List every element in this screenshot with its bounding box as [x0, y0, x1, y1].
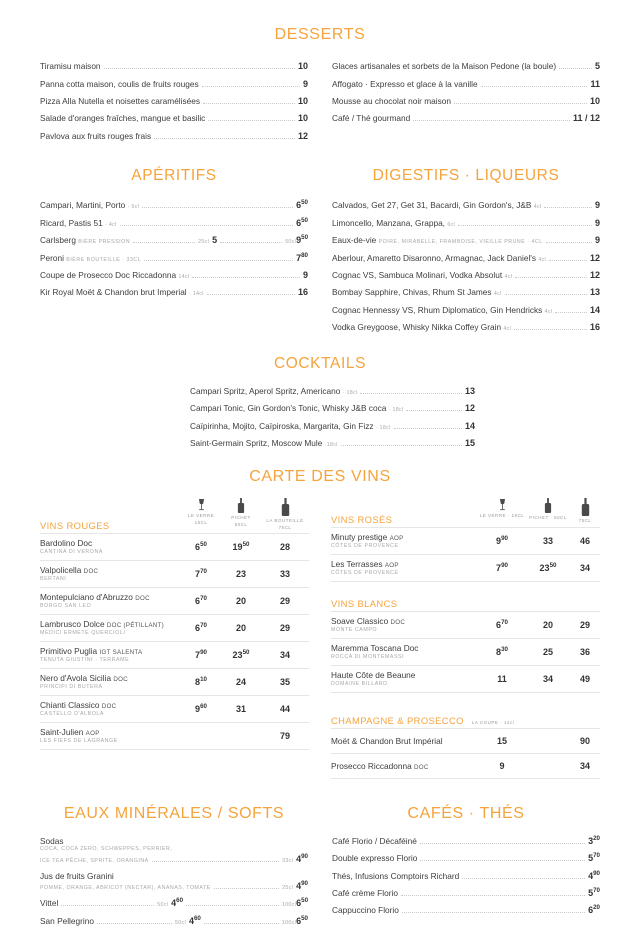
- item-price: 13: [464, 385, 475, 396]
- menu-item-row: [332, 302, 600, 319]
- item-price: 16: [589, 322, 600, 333]
- wine-price-glass: $9^{90}$: [496, 534, 508, 546]
- section-title-eaux: EAUX MINÉRALES / SOFTS: [63, 804, 285, 822]
- item-volume-first: 50cl: [175, 919, 186, 926]
- item-name: Campari, Martini, Porto: [40, 200, 126, 211]
- item-price: 12: [464, 403, 475, 414]
- cafes-list: [332, 833, 600, 920]
- wines-left-column: [40, 498, 309, 778]
- item-name: Pizza Alla Nutella et noisettes caramélisées: [40, 95, 201, 106]
- aperitifs-section: [40, 167, 308, 337]
- item-name: Caïpirinha, Mojito, Caïpiroska, Margarita, Gin Fizz: [190, 420, 374, 431]
- wine-header-roses: [331, 498, 600, 524]
- item-price: 9: [302, 78, 308, 89]
- item-price: $9^{50}$: [296, 234, 309, 246]
- wine-column-caption: LE VERRE 16CL: [187, 513, 215, 525]
- wine-price-bottle: 36: [579, 646, 590, 657]
- wine-header-champagne: [331, 715, 600, 726]
- menu-item-row: [332, 110, 600, 127]
- wine-price-glass: $8^{30}$: [496, 645, 508, 657]
- item-volume: 4cl: [544, 308, 553, 315]
- menu-item-row: [332, 267, 600, 284]
- wine-price-glass: $6^{50}$: [195, 540, 207, 552]
- menu-item-row: [40, 58, 308, 75]
- wine-name: Chianti Classico: [40, 700, 100, 711]
- item-price: 13: [589, 287, 600, 298]
- wine-row: [331, 554, 600, 581]
- menu-item-row: [332, 902, 600, 919]
- eaux-section: [40, 805, 308, 930]
- item-volume: 14cl: [178, 274, 190, 281]
- menu-item-row: [332, 885, 600, 902]
- digestifs-section: [332, 167, 600, 337]
- item-price: 10: [297, 113, 308, 124]
- wine-row: [40, 641, 309, 668]
- wine-domain: MONTE CAMPO: [331, 627, 378, 634]
- item-price: 12: [297, 130, 308, 141]
- wine-price-glass: $6^{70}$: [195, 594, 207, 606]
- wine-appellation: DOC: [83, 568, 99, 576]
- item-volume: 4cl: [538, 256, 547, 263]
- eaux-cafes-band: [40, 805, 600, 930]
- wine-column-caption: LA BOUTEILLE 75CL: [266, 518, 304, 530]
- desserts-band: [40, 58, 600, 145]
- digestifs-list: [332, 197, 600, 337]
- item-price: $3^{20}$: [588, 834, 600, 846]
- wine-name: Soave Classico: [331, 616, 389, 627]
- wine-price-bottle: 35: [279, 676, 290, 687]
- wine-price-bottle: 29: [579, 619, 590, 630]
- wine-domain: MEDICI ERMETE QUERCIOLI: [40, 630, 126, 637]
- wine-price-glass: $7^{90}$: [195, 648, 207, 660]
- section-title-desserts: DESSERTS: [274, 26, 366, 43]
- pitcher-icon: [544, 498, 552, 513]
- item-volume: 4cl: [493, 291, 502, 298]
- item-name: Café / Thé gourmand: [332, 113, 411, 124]
- menu-item-block: [40, 868, 308, 895]
- wine-column-header: [526, 498, 570, 524]
- menu-item-row: [332, 250, 600, 267]
- wine-column-caption: PICHET 50CL: [231, 515, 251, 527]
- menu-item-row: [332, 93, 600, 110]
- menu-item-row: [40, 267, 308, 284]
- wine-appellation: AOP: [85, 730, 100, 738]
- item-price: $4^{90}$: [296, 852, 308, 864]
- wine-name: Les Terrasses: [331, 559, 383, 570]
- menu-item-row: [40, 284, 308, 301]
- aperitifs-digestifs-band: [40, 167, 600, 337]
- item-name: Vodka Greygoose, Whisky Nikka Coffey Grain: [332, 322, 502, 333]
- item-name: Limoncello, Manzana, Grappa,: [332, 217, 445, 228]
- wine-row: [40, 668, 309, 695]
- item-name: Vittel: [40, 898, 59, 909]
- item-volume: · 4cl: [105, 221, 117, 228]
- wines-band: [40, 498, 600, 778]
- item-volume: · 18cl: [375, 424, 391, 431]
- item-name: Eaux-de-vie: [332, 235, 377, 246]
- item-name: Double expresso Florio: [332, 853, 418, 864]
- item-name: San Pellegrino: [40, 915, 94, 926]
- eaux-list: [40, 833, 308, 930]
- wine-domain: CÔTES DE PROVENCE: [331, 570, 399, 577]
- wine-price-pitcher: 23: [235, 568, 246, 579]
- wine-row: [331, 638, 600, 665]
- section-title-digestifs: DIGESTIFS · LIQUEURS: [372, 167, 560, 185]
- menu-item-row: [40, 128, 308, 145]
- item-volume: · 6cl: [127, 204, 140, 211]
- wine-price-glass: $7^{90}$: [496, 561, 508, 573]
- item-volume: ·18cl: [324, 442, 338, 449]
- wine-appellation: DOC (PÉTILLANT): [106, 622, 164, 630]
- wine-column-headers-left: [181, 498, 309, 530]
- item-name: Jus de fruits Granini: [40, 870, 114, 881]
- item-description: POMME, ORANGE, ABRICOT (NECTAR), ANANAS, TOMATE: [40, 884, 211, 891]
- wine-row: [331, 527, 600, 554]
- cafes-section: [332, 805, 600, 930]
- wine-name: Saint-Julien: [40, 727, 84, 738]
- item-name: Salade d'oranges fraîches, mangue et basilic: [40, 113, 206, 124]
- wine-price-pitcher: 34: [542, 673, 553, 684]
- wine-price-glass: $7^{70}$: [195, 567, 207, 579]
- item-volume-second: 50cl: [285, 239, 297, 246]
- item-volume: 25cl: [282, 884, 294, 891]
- menu-item-block: [40, 833, 308, 868]
- item-price: 11 / 12: [572, 113, 600, 124]
- item-description: POIRE, MIRABELLE, FRAMBOISE, VIEILLE PRUNE · 4CL: [378, 239, 543, 246]
- item-name: Cognac VS, Sambuca Molinari, Vodka Absolut: [332, 270, 503, 281]
- wine-name: Lambrusco Dolce: [40, 619, 105, 630]
- section-title-wines: CARTE DES VINS: [249, 468, 391, 486]
- item-description-cont: ICE TEA PÊCHE, SPRITE, ORANGINA: [40, 857, 149, 864]
- wine-price-bottle: 34: [579, 562, 590, 573]
- item-price: $6^{50}$: [296, 216, 308, 228]
- champagne-unit-label: LA COUPE · 14cl: [471, 719, 515, 725]
- wine-name: Moët & Chandon Brut Impérial: [331, 735, 443, 746]
- wine-rows-rouges: [40, 533, 309, 749]
- wine-row: [331, 728, 600, 753]
- wine-name: Haute Côte de Beaune: [331, 670, 416, 681]
- item-name: Glaces artisanales et sorbets de la Maison Pedone (la boule): [332, 61, 557, 72]
- wine-domain: DOMAINE BILLARD: [331, 681, 388, 688]
- item-name: Coupe de Prosecco Doc Riccadonna: [40, 270, 177, 281]
- item-name: Sodas: [40, 835, 64, 846]
- menu-item-row: [190, 435, 475, 452]
- wine-price-glass: 15: [496, 735, 507, 746]
- wine-rows-roses: [331, 527, 600, 581]
- wine-column-caption: LE VERRE · 16CL: [479, 513, 525, 519]
- menu-item-row: [332, 284, 600, 301]
- item-price-first: $4^{60}$: [171, 897, 184, 909]
- wine-name: Prosecco Riccadonna: [331, 760, 412, 771]
- menu-item-row: [40, 93, 308, 110]
- item-name: Saint-Germain Spritz, Moscow Mule: [190, 438, 323, 449]
- item-name: Bombay Sapphire, Chivas, Rhum St James: [332, 287, 492, 298]
- wine-category-roses: VINS ROSÉS: [331, 513, 393, 525]
- item-volume: 6cl: [447, 221, 455, 228]
- wine-domain: LES FIEFS DE LAGRANGE: [40, 738, 118, 745]
- wine-column-header: [221, 498, 261, 530]
- wine-column-header: [478, 498, 526, 524]
- wine-appellation: DOC: [113, 676, 129, 684]
- item-volume: 4cl: [504, 274, 513, 281]
- wine-domain: CASTELLO D'ALBOLA: [40, 711, 104, 718]
- wine-name: Montepulciano d'Abruzzo: [40, 592, 133, 603]
- wine-domain: PRINCIPI DI BUTERA: [40, 684, 103, 691]
- wine-column-caption: 75CL: [578, 518, 592, 524]
- item-description: BIÈRE PRESSION: [78, 239, 131, 246]
- wine-domain: ROCCA DI MONTEMASSI: [331, 654, 405, 661]
- wine-price-pitcher: $23^{50}$: [232, 648, 250, 660]
- bottle-icon: [281, 498, 290, 516]
- item-price: $5^{70}$: [588, 887, 600, 899]
- wine-price-pitcher: 20: [235, 622, 246, 633]
- item-price: $6^{50}$: [296, 914, 308, 926]
- item-price: 10: [297, 95, 308, 106]
- item-price: $4^{90}$: [296, 879, 308, 891]
- item-name: Tiramisu maison: [40, 61, 101, 72]
- wine-price-pitcher: 20: [542, 619, 553, 630]
- wine-row: [40, 560, 309, 587]
- item-price: 15: [464, 438, 475, 449]
- menu-item-row: [332, 868, 600, 885]
- item-price: $6^{50}$: [296, 897, 309, 909]
- wine-price-bottle: 34: [579, 760, 590, 771]
- wine-category-champagne: CHAMPAGNE & PROSECCO: [331, 714, 464, 726]
- item-volume: 4cl: [503, 326, 512, 333]
- bottle-icon: [581, 498, 590, 516]
- wine-row: [331, 665, 600, 692]
- wine-price-pitcher: 20: [235, 595, 246, 606]
- wine-appellation: DOC: [101, 703, 117, 711]
- menu-item-row: [332, 197, 600, 214]
- item-description: BIÈRE BOUTEILLE · 33CL: [66, 256, 142, 263]
- item-price: 9: [594, 217, 600, 228]
- menu-item-row: [40, 250, 308, 267]
- wine-name: Minuty prestige: [331, 532, 388, 543]
- wine-row: [40, 695, 309, 722]
- wine-glass-icon: [498, 498, 507, 511]
- item-name: Ricard, Pastis 51: [40, 217, 103, 228]
- wine-price-glass: $9^{60}$: [195, 702, 207, 714]
- menu-item-row: [40, 75, 308, 92]
- item-name: Aberlour, Amaretto Disaronno, Armagnac, Jack Daniel's: [332, 252, 537, 263]
- aperitifs-list: [40, 197, 308, 302]
- wine-domain: CÔTES DE PROVENCE: [331, 543, 399, 550]
- section-title-cafes: CAFÉS · THÉS: [407, 804, 525, 822]
- wine-price-glass: $8^{10}$: [195, 675, 207, 687]
- wine-row: [331, 611, 600, 638]
- menu-item-row: [332, 850, 600, 867]
- wine-price-glass: $6^{70}$: [195, 621, 207, 633]
- item-name: Peroni: [40, 252, 64, 263]
- menu-item-row: [40, 895, 308, 912]
- wine-row: [40, 722, 309, 749]
- wine-price-bottle: 34: [279, 649, 290, 660]
- menu-item-row: [332, 319, 600, 336]
- item-name: Panna cotta maison, coulis de fruits rouges: [40, 78, 199, 89]
- menu-item-row: [332, 75, 600, 92]
- wine-price-bottle: 28: [279, 541, 290, 552]
- wine-appellation: IGT SALENTA: [99, 649, 143, 657]
- item-name: Campari Tonic, Gin Gordon's Tonic, Whisky J&B coca: [190, 403, 387, 414]
- item-price: 12: [589, 270, 600, 281]
- item-price: 9: [302, 270, 308, 281]
- wine-rows-champagne: [331, 728, 600, 778]
- item-volume-second: 100cl: [281, 902, 297, 909]
- item-price: 9: [594, 235, 600, 246]
- wine-price-pitcher: 31: [235, 703, 246, 714]
- item-volume-second: 100cl: [281, 919, 297, 926]
- wine-price-glass: 11: [497, 673, 507, 684]
- wine-column-caption: PICHET · 50CL: [529, 515, 567, 521]
- cocktails-list: [40, 383, 600, 453]
- menu-item-row: [190, 418, 475, 435]
- item-volume: · 18cl: [388, 407, 404, 414]
- wine-header-rouges: [40, 498, 309, 530]
- wine-price-pitcher: 24: [235, 676, 246, 687]
- item-name: Affogato · Expresso et glace à la vanille: [332, 78, 478, 89]
- item-description: COCA, COCA ZERO, SCHWEPPES, PERRIER,: [40, 845, 173, 852]
- item-name: Cognac Hennessy VS, Rhum Diplomatico, Gin Hendricks: [332, 304, 543, 315]
- item-name: Mousse au chocolat noir maison: [332, 95, 451, 106]
- item-name: Carlsberg: [40, 235, 76, 246]
- wine-price-bottle: 49: [579, 673, 590, 684]
- item-volume: · 14cl: [188, 291, 204, 298]
- wine-name: Valpolicella: [40, 565, 82, 576]
- item-price: 16: [297, 287, 308, 298]
- menu-item-row: [332, 833, 600, 850]
- wine-row: [331, 753, 600, 778]
- item-name: Cappuccino Florio: [332, 905, 399, 916]
- menu-item-row: [40, 197, 308, 214]
- wine-appellation: AOP: [384, 562, 399, 570]
- wine-name: Primitivo Puglia: [40, 646, 98, 657]
- item-name: Café crème Florio: [332, 888, 398, 899]
- wine-price-bottle: 79: [279, 730, 290, 741]
- wines-right-column: [331, 498, 600, 778]
- menu-item-row: [40, 232, 308, 249]
- wine-header-blancs: [331, 598, 600, 609]
- wine-appellation: DOC: [414, 763, 429, 771]
- item-price: $6^{20}$: [588, 904, 600, 916]
- wine-domain: BERTANI: [40, 576, 67, 583]
- menu-item-row: [190, 383, 475, 400]
- item-price: 11: [590, 78, 600, 89]
- item-price: 12: [589, 252, 600, 263]
- section-title-aperitifs: APÉRITIFS: [131, 167, 217, 185]
- wine-column-header: [181, 498, 221, 530]
- wine-price-bottle: 29: [279, 622, 290, 633]
- wine-category-rouges: VINS ROUGES: [40, 519, 110, 531]
- item-name: Thés, Infusions Comptoirs Richard: [332, 870, 460, 881]
- wine-column-headers-right: [478, 498, 600, 524]
- item-price: 14: [589, 304, 600, 315]
- wine-row: [40, 587, 309, 614]
- wine-domain: BORGO SAN LEO: [40, 603, 92, 610]
- wine-glass-icon: [197, 498, 206, 511]
- section-title-cocktails: COCKTAILS: [273, 354, 367, 372]
- wine-appellation: DOC: [390, 619, 406, 627]
- wine-name: Maremma Toscana Doc: [331, 643, 419, 654]
- item-volume: 4cl: [533, 204, 542, 211]
- item-name: Campari Spritz, Aperol Spritz, Americano: [190, 385, 341, 396]
- wine-price-bottle: 46: [579, 535, 590, 546]
- wine-price-pitcher: 25: [542, 646, 553, 657]
- item-price: $4^{90}$: [588, 869, 600, 881]
- menu-item-row: [40, 215, 308, 232]
- item-name: Kir Royal Moët & Chandon brut Imperial: [40, 287, 187, 298]
- item-price: $5^{70}$: [588, 852, 600, 864]
- wine-price-bottle: 29: [279, 595, 290, 606]
- menu-item-row: [40, 913, 308, 930]
- item-volume: · 18cl: [342, 389, 358, 396]
- wine-appellation: AOP: [389, 535, 404, 543]
- wine-name: Nero d'Avola Sicilia: [40, 673, 112, 684]
- item-price: 10: [297, 61, 308, 72]
- menu-item-row: [332, 58, 600, 75]
- wine-price-glass: $6^{70}$: [496, 618, 508, 630]
- item-name: Café Florio / Décaféiné: [332, 835, 417, 846]
- item-volume-first: 25cl: [198, 239, 210, 246]
- item-price: $6^{50}$: [296, 199, 308, 211]
- desserts-left-column: [40, 58, 308, 145]
- item-price: 14: [464, 420, 475, 431]
- item-price-first: $4^{60}$: [188, 914, 201, 926]
- wine-price-pitcher: 33: [542, 535, 553, 546]
- wine-rows-blancs: [331, 611, 600, 692]
- wine-category-blancs: VINS BLANCS: [331, 597, 398, 609]
- wine-name: Bardolino Doc: [40, 538, 93, 549]
- menu-item-row: [190, 400, 475, 417]
- item-price: 5: [594, 61, 600, 72]
- wine-price-bottle: 33: [279, 568, 290, 579]
- item-price-first: 5: [212, 235, 218, 246]
- desserts-right-column: [332, 58, 600, 145]
- wine-domain: CANTINA DI VERONA: [40, 549, 103, 556]
- menu-item-row: [332, 232, 600, 249]
- item-volume: 33cl: [282, 857, 294, 864]
- wine-domain: TENUTA GIUSTINI · TERRAME: [40, 657, 130, 664]
- pitcher-icon: [237, 498, 245, 513]
- item-price: $7^{80}$: [296, 251, 308, 263]
- menu-item-row: [332, 215, 600, 232]
- item-name: Calvados, Get 27, Get 31, Bacardi, Gin Gordon's, J&B: [332, 200, 532, 211]
- wine-price-glass: 9: [499, 760, 505, 771]
- menu-item-row: [40, 110, 308, 127]
- wine-appellation: DOC: [135, 595, 150, 603]
- wine-price-bottle: 90: [579, 735, 590, 746]
- wine-price-pitcher: $19^{50}$: [232, 540, 250, 552]
- wine-column-header: [570, 498, 600, 524]
- wine-column-header: [261, 498, 309, 530]
- wine-row: [40, 614, 309, 641]
- item-name: Pavlova aux fruits rouges frais: [40, 130, 152, 141]
- wine-price-pitcher: $23^{50}$: [539, 561, 557, 573]
- item-volume-first: 50cl: [157, 902, 169, 909]
- item-price: 10: [589, 95, 600, 106]
- wine-row: [40, 533, 309, 560]
- item-price: 9: [594, 200, 600, 211]
- wine-price-bottle: 44: [279, 703, 290, 714]
